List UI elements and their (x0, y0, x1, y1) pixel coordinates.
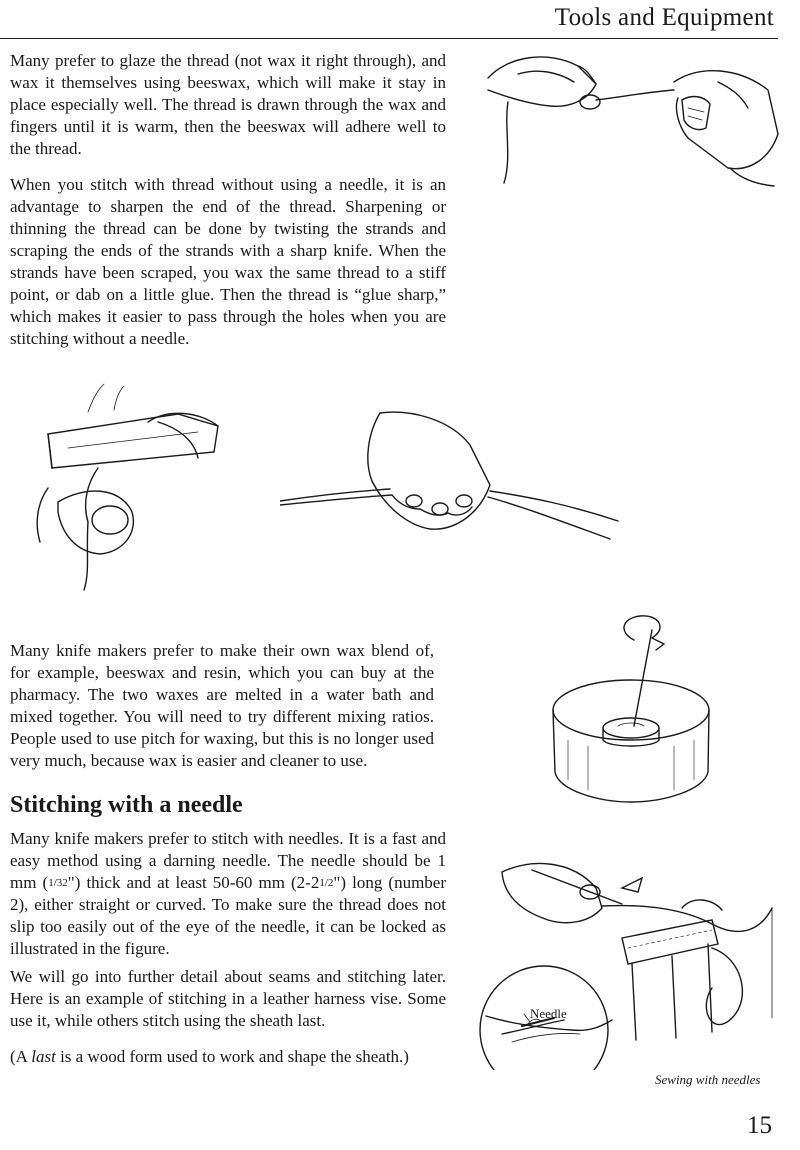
sewing-with-needles-illustration (472, 848, 784, 1070)
page-number: 15 (747, 1112, 772, 1139)
section-heading: Stitching with a needle (10, 792, 243, 818)
fraction-one-half: 1/2 (319, 877, 334, 889)
paragraph-wax-blend: Many knife makers prefer to make their own wax blend of, for example, beeswax and resin, which you can buy at the pharmacy. The two waxes are melted in a water bath and mixed together. You will need to try different mixing ratios. People used to use pitch for waxing, but this is no longer used very much, because wax is easier and cleaner to use. (10, 641, 434, 770)
water-bath-illustration (548, 610, 714, 806)
knife-scraping-illustration (28, 382, 228, 592)
figure-caption: Sewing with needles (655, 1072, 761, 1087)
paragraph-glaze-thread: Many prefer to glaze the thread (not wax it right through), and wax it themselves using beeswax, which will make it stay in place especially well. The thread is drawn through the wax and fingers until it is warm, then the beeswax will adhere well to the thread. (10, 51, 446, 158)
paragraph-last-definition (10, 1046, 446, 1068)
running-header (0, 0, 778, 39)
text-segment: ") thick and at least 50-60 mm (2-2 (67, 873, 320, 892)
paragraph-harness-vise: We will go into further detail about seams and stitching later. Here is an example of stitching in a leather harness vise. Some use it, while others stitch using the sheath last. (10, 967, 446, 1030)
paragraph-sharpen-thread: When you stitch with thread without using a needle, it is an advantage to sharpen the end of the thread. Sharpening or thinning the thread can be done by twisting the strands and scraping the ends of the strands with a sharp knife. When the strands have been scraped, you wax the same thread to a stiff point, or dab on a little glue. Then the thread is “glue sharp,” which makes it easier to pass through the holes when you are stitching without a needle. (10, 175, 446, 348)
text-segment: ") long (number 2), either straight or curved. To make sure the thread does not slip too easily out of the eye of the needle, it can be locked as illustrated in the figure. (10, 873, 447, 958)
thread-pulling-illustration (280, 405, 620, 545)
needle-label: Needle (530, 1006, 567, 1021)
header-title: Tools and Equipment (554, 4, 774, 31)
text-segment: is a wood form used to work and shape the sheath.) (55, 1047, 409, 1066)
text-segment: (A (10, 1047, 32, 1066)
paragraph-stitching-needles (10, 828, 446, 960)
waxing-thread-illustration (478, 38, 788, 188)
text-segment: Many knife makers prefer to stitch with needles. It is a fast and easy method using a darning needle. The needle should be 1 mm ( (10, 829, 446, 892)
emphasis-last: last (31, 1047, 56, 1066)
fraction-one-32: 1/32 (48, 877, 68, 889)
